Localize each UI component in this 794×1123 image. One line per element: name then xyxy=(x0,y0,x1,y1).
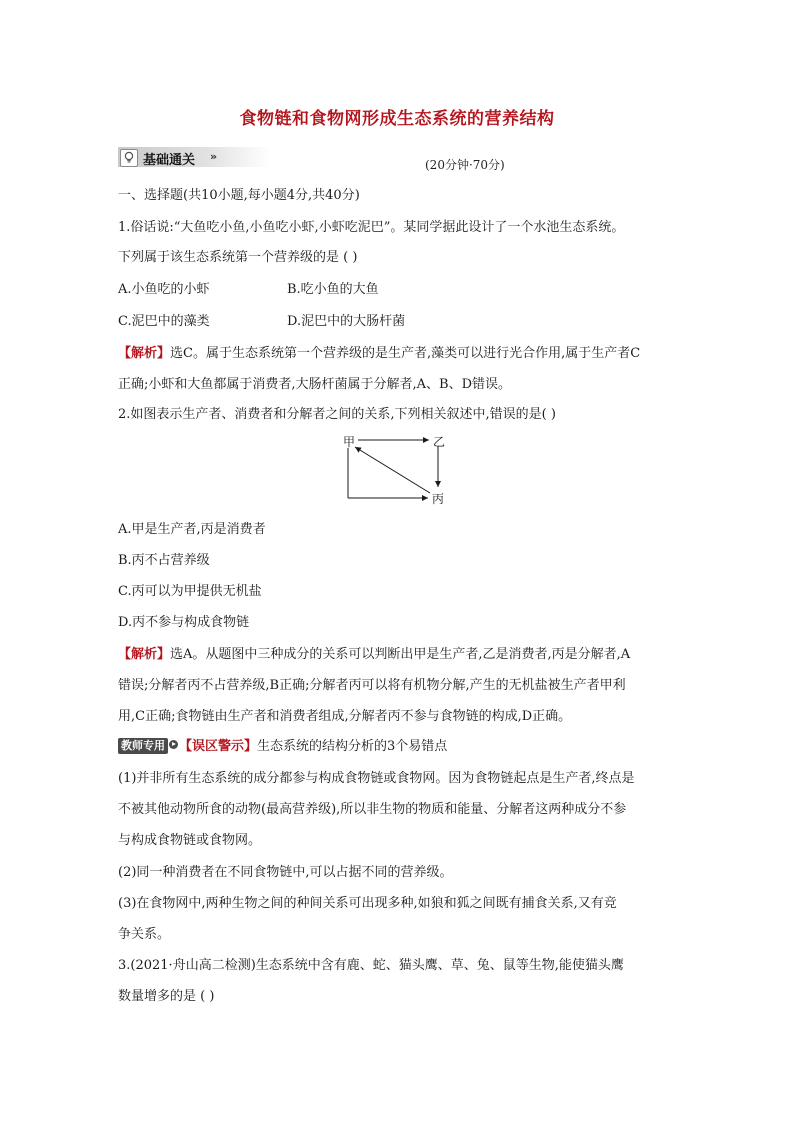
q2-analysis-text: 选A。从题图中三种成分的关系可以判断出甲是生产者,乙是消费者,丙是分解者,A xyxy=(170,647,631,662)
q2-option-d: D.丙不参与构成食物链 xyxy=(118,615,250,630)
q1-option-b: B.吃小鱼的大鱼 xyxy=(287,282,379,297)
q2-analysis-line-2: 错误;分解者丙不占营养级,B正确;分解者丙可以将有机物分解,产生的无机盐被生产者甲利 xyxy=(118,678,626,693)
q1-analysis-line-2: 正确;小虾和大鱼都属于消费者,大肠杆菌属于分解者,A、B、D错误。 xyxy=(118,377,512,392)
q1-option-c: C.泥巴中的藻类 xyxy=(118,314,210,329)
q1-analysis-text: 选C。属于生态系统第一个营养级的是生产者,藻类可以进行光合作用,属于生产者C xyxy=(170,346,641,361)
double-chevron-icon: » xyxy=(210,150,218,163)
part-heading: 一、选择题(共10小题,每小题4分,共40分) xyxy=(118,188,360,203)
warning-1-line-3: 与构成食物链或食物网。 xyxy=(118,833,262,848)
q3-stem-line-1: 3.(2021·舟山高二检测)生态系统中含有鹿、蛇、猫头鹰、草、兔、鼠等生物,能使猫头鹰 xyxy=(118,958,624,973)
play-circle-icon xyxy=(169,740,178,749)
analysis-tag: 【解析】 xyxy=(118,346,171,361)
page-title: 食物链和食物网形成生态系统的营养结构 xyxy=(239,109,555,129)
warning-tag: 【误区警示】 xyxy=(179,739,258,754)
q1-option-a: A.小鱼吃的小虾 xyxy=(118,282,210,297)
lightbulb-icon xyxy=(120,149,138,167)
q2-analysis-line-1 xyxy=(118,646,630,663)
q1-option-d: D.泥巴中的大肠杆菌 xyxy=(287,314,406,329)
q2-stem: 2.如图表示生产者、消费者和分解者之间的关系,下列相关叙述中,错误的是( ) xyxy=(118,407,556,422)
warning-3-line-2: 争关系。 xyxy=(118,927,171,942)
q1-analysis-line-1 xyxy=(118,345,640,362)
q2-option-b: B.丙不占营养级 xyxy=(118,553,210,568)
warning-heading xyxy=(118,738,447,755)
analysis-tag: 【解析】 xyxy=(118,647,171,662)
q3-stem-line-2: 数量增多的是 ( ) xyxy=(118,989,215,1004)
node-bing: 丙 xyxy=(432,492,445,506)
warning-1-line-2: 不被其他动物所食的动物(最高营养级),所以非生物的物质和能量、分解者这两种成分不参 xyxy=(118,802,627,817)
node-jia: 甲 xyxy=(343,435,356,449)
q1-stem-line-2: 下列属于该生态系统第一个营养级的是 ( ) xyxy=(118,250,358,265)
node-yi: 乙 xyxy=(433,435,446,449)
warning-title: 生态系统的结构分析的3个易错点 xyxy=(257,739,448,754)
warning-2: (2)同一种消费者在不同食物链中,可以占据不同的营养级。 xyxy=(118,865,453,880)
section-label: 基础通关 xyxy=(143,153,196,168)
teacher-only-badge: 教师专用 xyxy=(118,738,168,754)
q2-analysis-line-3: 用,C正确;食物链由生产者和消费者组成,分解者丙不参与食物链的构成,D正确。 xyxy=(118,709,572,724)
warning-3-line-1: (3)在食物网中,两种生物之间的种间关系可出现多种,如狼和狐之间既有捕食关系,又有竞 xyxy=(118,896,617,911)
arrow-bing-to-jia xyxy=(355,447,430,493)
q1-stem-line-1: 1.俗话说:“大鱼吃小鱼,小鱼吃小虾,小虾吃泥巴”。某同学据此设计了一个水池生态系统。 xyxy=(118,220,625,235)
q2-option-c: C.丙可以为甲提供无机盐 xyxy=(118,584,262,599)
time-score-note: (20分钟·70分) xyxy=(425,158,505,172)
q2-option-a: A.甲是生产者,丙是消费者 xyxy=(118,522,266,537)
warning-1-line-1: (1)并非所有生态系统的成分都参与构成食物链或食物网。因为食物链起点是生产者,终点是 xyxy=(118,771,635,786)
food-relation-diagram xyxy=(336,430,456,512)
